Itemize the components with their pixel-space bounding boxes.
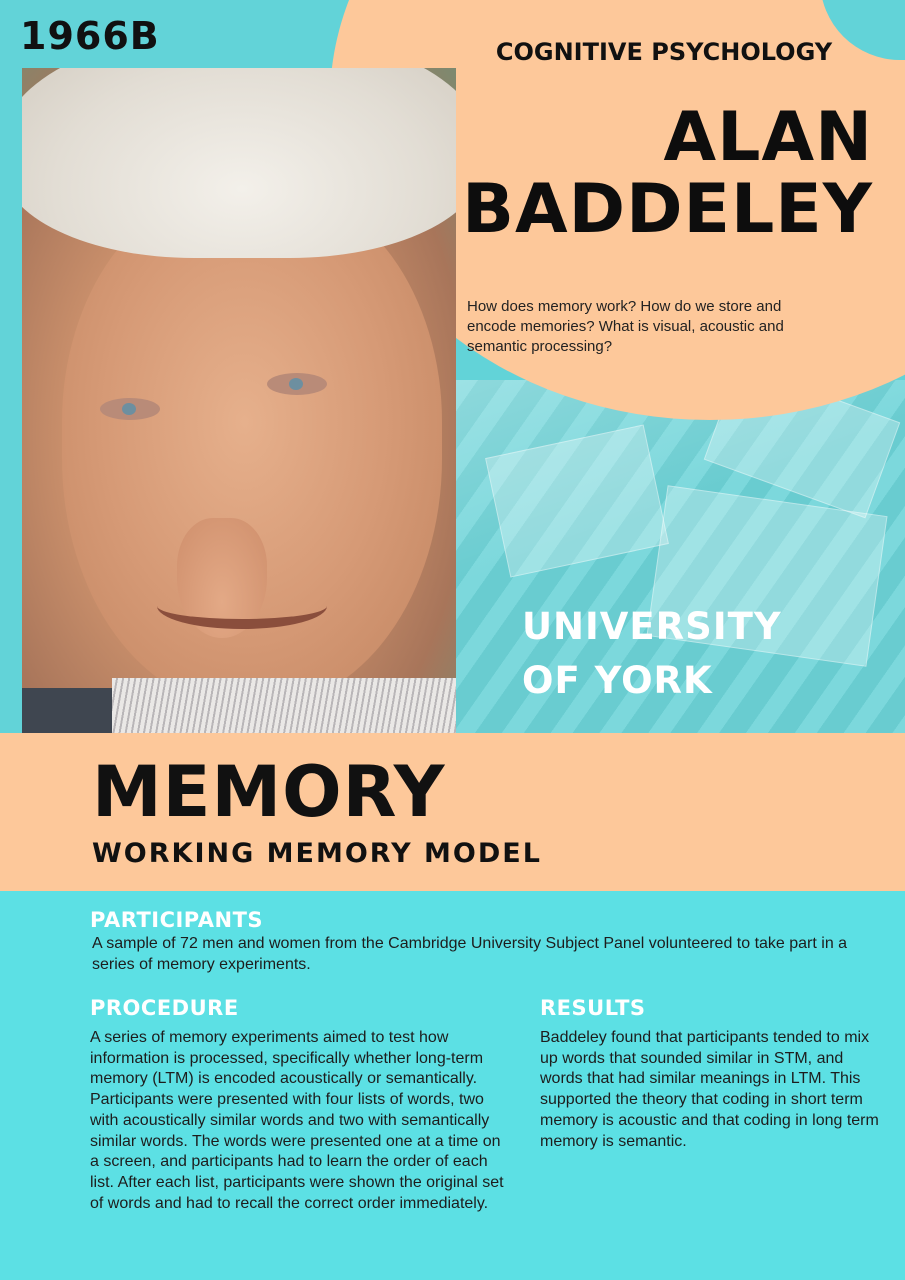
portrait-photo [22,68,456,733]
participants-text: A sample of 72 men and women from the Cambridge University Subject Panel volunteered to take part in a series of memory experiments. [92,935,848,973]
person-name [462,98,873,249]
procedure-heading: PROCEDURE [90,996,239,1020]
right-eye [267,373,327,395]
white-hair [22,68,456,258]
participants-heading: PARTICIPANTS [90,908,264,932]
university-line-2: OF YORK [522,659,713,702]
name-line-1: ALAN [663,98,873,177]
topic-title: MEMORY [92,751,446,833]
left-eye [100,398,160,420]
striped-shirt [112,678,456,733]
smile [157,583,327,629]
name-line-2: BADDELEY [462,170,873,249]
results-text: Baddeley found that participants tended to mix up words that sounded similar in STM, and words that had similar meanings in LTM. This supported the theory that coding in short term memory is acoustic and that coding in long term memory is semantic. [540,1029,879,1150]
results-heading: RESULTS [540,996,646,1020]
university-line-1: UNIVERSITY [522,605,782,648]
intro-questions: How does memory work? How do we store and encode memories? What is visual, acoustic and semantic processing? [467,298,784,355]
model-title: WORKING MEMORY MODEL [92,838,542,869]
university-name [522,600,782,708]
year-label: 1966B [20,14,160,58]
paper-sheet [485,424,669,577]
subject-label: COGNITIVE PSYCHOLOGY [495,38,833,66]
procedure-text: A series of memory experiments aimed to test how information is processed, specifically whether long-term memory (LTM) is encoded acoustically or semantically. Participants were presented with four lists of words, two with acoustically similar words and two with semantically similar words. The words were presented one at a time on a screen, and participants had to learn the order of each list. After each list, participants were shown the original set of words and had to recall the correct order immediately. [90,1029,504,1212]
portrait-face [62,188,442,708]
